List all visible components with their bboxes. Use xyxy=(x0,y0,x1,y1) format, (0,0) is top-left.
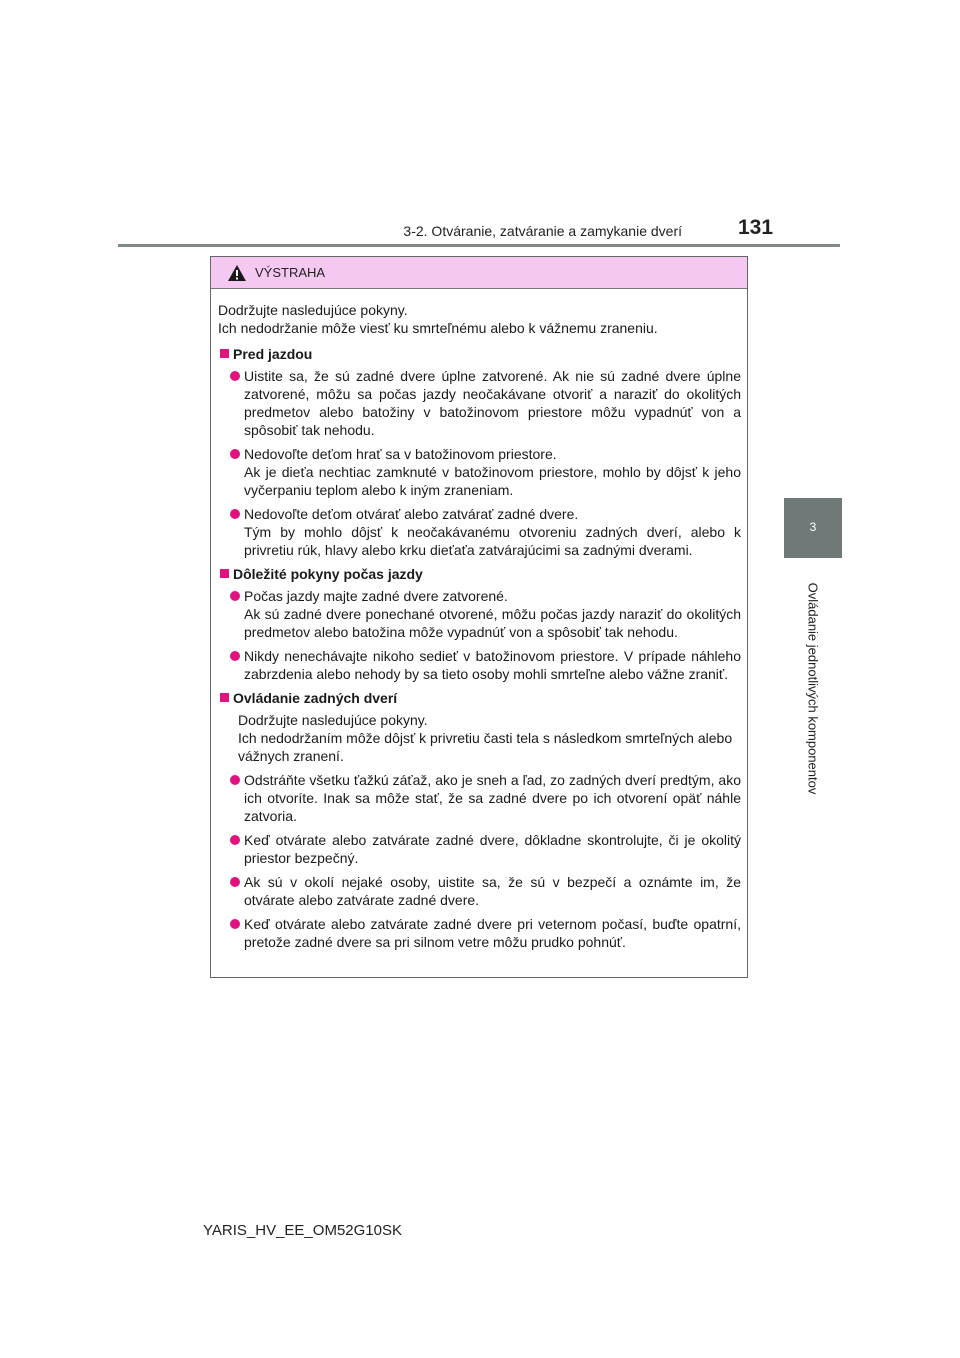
warning-section xyxy=(218,345,741,559)
round-bullet-icon xyxy=(230,877,240,887)
footer-document-code: YARIS_HV_EE_OM52G10SK xyxy=(203,1222,402,1239)
section-title xyxy=(218,565,741,583)
section-title-text: Pred jazdou xyxy=(233,346,313,362)
section-title xyxy=(218,689,741,707)
round-bullet-icon xyxy=(230,651,240,661)
section-title-text: Dôležité pokyny počas jazdy xyxy=(233,566,423,582)
warning-box xyxy=(210,256,748,978)
round-bullet-icon xyxy=(230,371,240,381)
list-item xyxy=(218,445,741,499)
list-item xyxy=(218,587,741,641)
list-item xyxy=(218,831,741,867)
page-number: 131 xyxy=(738,216,774,239)
square-bullet-icon xyxy=(220,349,229,358)
list-item-text: Keď otvárate alebo zatvárate zadné dvere pri veternom počasí, buďte opatrní, pretože zadné dvere sa pri silnom vetre môžu prudko pohnúť. xyxy=(244,916,741,950)
warning-intro xyxy=(218,301,741,337)
side-rail-label: Ovládanie jednotlivých komponentov xyxy=(805,582,821,794)
round-bullet-icon xyxy=(230,919,240,929)
list-item xyxy=(218,873,741,909)
list-item-text: Uistite sa, že sú zadné dvere úplne zatvorené. Ak nie sú zadné dvere úplne zatvorené, môžu sa počas jazdy neočakávane otvoriť a naraziť do okolitých predmetov alebo batožiny v batožinovom priestore môžu vypadnúť von a spôsobiť tak nehodu. xyxy=(244,368,741,438)
list-item-text: Ak sú v okolí nejaké osoby, uistite sa, že sú v bezpečí a oznámte im, že otvárate alebo zatvárate zadné dvere. xyxy=(244,874,741,908)
list-item-text: Nikdy nenechávajte nikoho sedieť v batožinovom priestore. V prípade náhleho zabrzdenia alebo nehody by sa tieto osoby mohli smrteľne alebo vážne zraniť. xyxy=(244,648,741,682)
warning-title: VÝSTRAHA xyxy=(255,265,326,280)
list-item-text: Keď otvárate alebo zatvárate zadné dvere, dôkladne skontrolujte, či je okolitý priestor bezpečný. xyxy=(244,832,741,866)
warning-section xyxy=(218,689,741,951)
round-bullet-icon xyxy=(230,449,240,459)
header-section-title: 3-2. Otváranie, zatváranie a zamykanie dverí xyxy=(403,223,682,239)
warning-intro-line: Ich nedodržanie môže viesť ku smrteľnému alebo k vážnemu zraneniu. xyxy=(218,320,658,336)
warning-triangle-icon xyxy=(227,264,247,282)
square-bullet-icon xyxy=(220,569,229,578)
list-item-text: Počas jazdy majte zadné dvere zatvorené. Ak sú zadné dvere ponechané otvorené, môžu počas jazdy naraziť do okolitých predmetov alebo batožina môže vypadnúť von a spôsobiť tak nehodu. xyxy=(244,588,741,640)
warning-sections xyxy=(218,345,741,951)
list-item-text: Nedovoľte deťom hrať sa v batožinovom priestore. Ak je dieťa nechtiac zamknuté v batožinovom priestore, mohlo by dôjsť k jeho vyčerpaniu teplom alebo k iným zraneniam. xyxy=(244,446,741,498)
side-tab-number: 3 xyxy=(809,520,817,534)
section-note: Dodržujte nasledujúce pokyny. Ich nedodržaním môže dôjsť k privretiu časti tela s následkom smrteľných alebo vážnych zranení. xyxy=(238,712,733,764)
round-bullet-icon xyxy=(230,591,240,601)
round-bullet-icon xyxy=(230,509,240,519)
list-item xyxy=(218,771,741,825)
list-item xyxy=(218,505,741,559)
list-item xyxy=(218,367,741,439)
round-bullet-icon xyxy=(230,835,240,845)
warning-section xyxy=(218,565,741,683)
warning-intro-line: Dodržujte nasledujúce pokyny. xyxy=(218,302,408,318)
list-item xyxy=(218,915,741,951)
square-bullet-icon xyxy=(220,693,229,702)
side-rail xyxy=(784,558,842,818)
list-item-text: Odstráňte všetku ťažkú záťaž, ako je sneh a ľad, zo zadných dverí predtým, ako ich otvoríte. Inak sa môže stať, že sa zadné dvere po ich otvorení opäť náhle zatvoria. xyxy=(244,772,741,824)
warning-header xyxy=(211,257,747,289)
section-title xyxy=(218,345,741,363)
list-item xyxy=(218,647,741,683)
list-item-text: Nedovoľte deťom otvárať alebo zatvárať zadné dvere. Tým by mohlo dôjsť k neočakávanému otvoreniu zadných dverí, alebo k privretiu rúk, hlavy alebo krku dieťaťa zatvárajúcimi sa zadnými dverami. xyxy=(244,506,741,558)
round-bullet-icon xyxy=(230,775,240,785)
header-rule xyxy=(118,244,840,247)
warning-body xyxy=(211,289,747,951)
section-title-text: Ovládanie zadných dverí xyxy=(233,690,398,706)
